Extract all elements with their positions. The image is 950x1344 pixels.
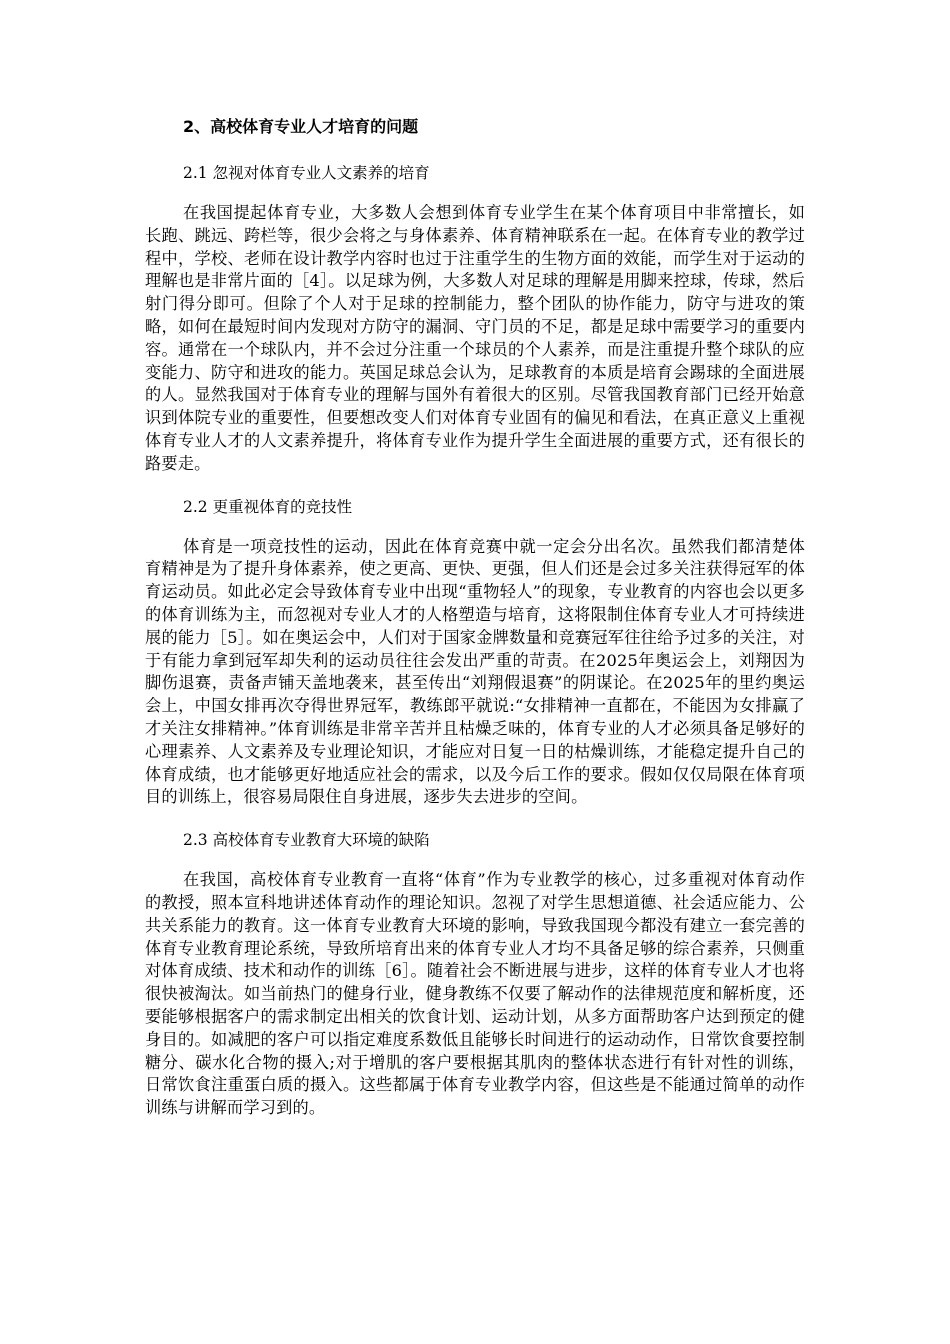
document-content — [145, 112, 805, 1120]
subsection-title-2-2: 2.2 更重视体育的竞技性 — [183, 497, 353, 516]
subsection-title-2-3: 2.3 高校体育专业教育大环境的缺陷 — [183, 831, 430, 850]
section-heading: 2、高校体育专业人才培育的问题 — [183, 117, 419, 136]
paragraph-2-3: 在我国，高校体育专业教育一直将“体育”作为专业教学的核心，过多重视对体育动作的教授，照本宣科地讲述体育动作的理论知识。忽视了对学生思想道德、社会适应能力、公共关系能力的教育。这一体育专业教育大环境的影响，导致我国现今都没有建立一套完善的体育专业教育理论系统，导致所培育出来的体育专业人才均不具备足够的综合素养，只侧重对体育成绩、技术和动作的训练［6］。随着社会不断进展与进步，这样的体育专业人才也将很快被淘汰。如当前热门的健身行业，健身教练不仅要了解动作的法律规范度和解析度，还要能够根据客户的需求制定出相关的饮食计划、运动计划，从多方面帮助客户达到预定的健身目的。如减肥的客户可以指定难度系数低且能够长时间进行的运动动作，日常饮食要控制糖分、碳水化合物的摄入;对于增肌的客户要根据其肌肉的整体状态进行有针对性的训练，日常饮食注重蛋白质的摄入。这些都属于体育专业教学内容，但这些是不能通过简单的动作训练与讲解而学习到的。 — [145, 870, 805, 1118]
subsection-title-2-1: 2.1 忽视对体育专业人文素养的培育 — [183, 164, 430, 182]
paragraph-2-2: 体育是一项竞技性的运动，因此在体育竞赛中就一定会分出名次。虽然我们都清楚体育精神是为了提升身体素养，使之更高、更快、更强，但人们还是会过多关注获得冠军的体育运动员。如此必定会导致体育专业中出现“重物轻人”的现象，专业教育的内容也会以更多的体育训练为主，而忽视对专业人才的人格塑造与培育，这将限制住体育专业人才可持续进展的能力［5］。如在奥运会中，人们对于国家金牌数量和竞赛冠军往往给予过多的关注，对于有能力拿到冠军却失利的运动员往往会发出严重的苛责。在2025年奥运会上，刘翔因为脚伤退赛，责备声铺天盖地袭来，甚至传出“刘翔假退赛”的阴谋论。在2025年的里约奥运会上，中国女排再次夺得世界冠军，教练郎平就说:“女排精神一直都在，不能因为女排赢了才关注女排精神。”体育训练是非常辛苦并且枯燥乏味的，体育专业的人才必须具备足够好的心理素养、人文素养及专业理论知识，才能应对日复一日的枯燥训练，才能稳定提升自己的体育成绩，也才能够更好地适应社会的需求，以及今后工作的要求。假如仅仅局限在体育项目的训练上，很容易局限住自身进展，逐步失去进步的空间。 — [145, 536, 805, 807]
paragraph-2-1: 在我国提起体育专业，大多数人会想到体育专业学生在某个体育项目中非常擅长，如长跑、跳远、跨栏等，很少会将之与身体素养、体育精神联系在一起。在体育专业的教学过程中，学校、老师在设计教学内容时也过于注重学生的生物方面的效能，而学生对于运动的理解也是非常片面的［4］。以足球为例，大多数人对足球的理解是用脚来控球，传球，然后射门得分即可。但除了个人对于足球的控制能力，整个团队的协作能力，防守与进攻的策略，如何在最短时间内发现对方防守的漏洞、守门员的不足，都是足球中需要学习的重要内容。通常在一个球队内，并不会过分注重一个球员的个人素养，而是注重提升整个球队的应变能力、防守和进攻的能力。英国足球总会认为，足球教育的本质是培育会踢球的全面进展的人。显然我国对于体育专业的理解与国外有着很大的区别。尽管我国教育部门已经开始意识到体院专业的重要性，但要想改变人们对体育专业固有的偏见和看法，在真正意义上重视体育专业人才的人文素养提升，将体育专业作为提升学生全面进展的重要方式，还有很长的路要走。 — [145, 203, 805, 473]
